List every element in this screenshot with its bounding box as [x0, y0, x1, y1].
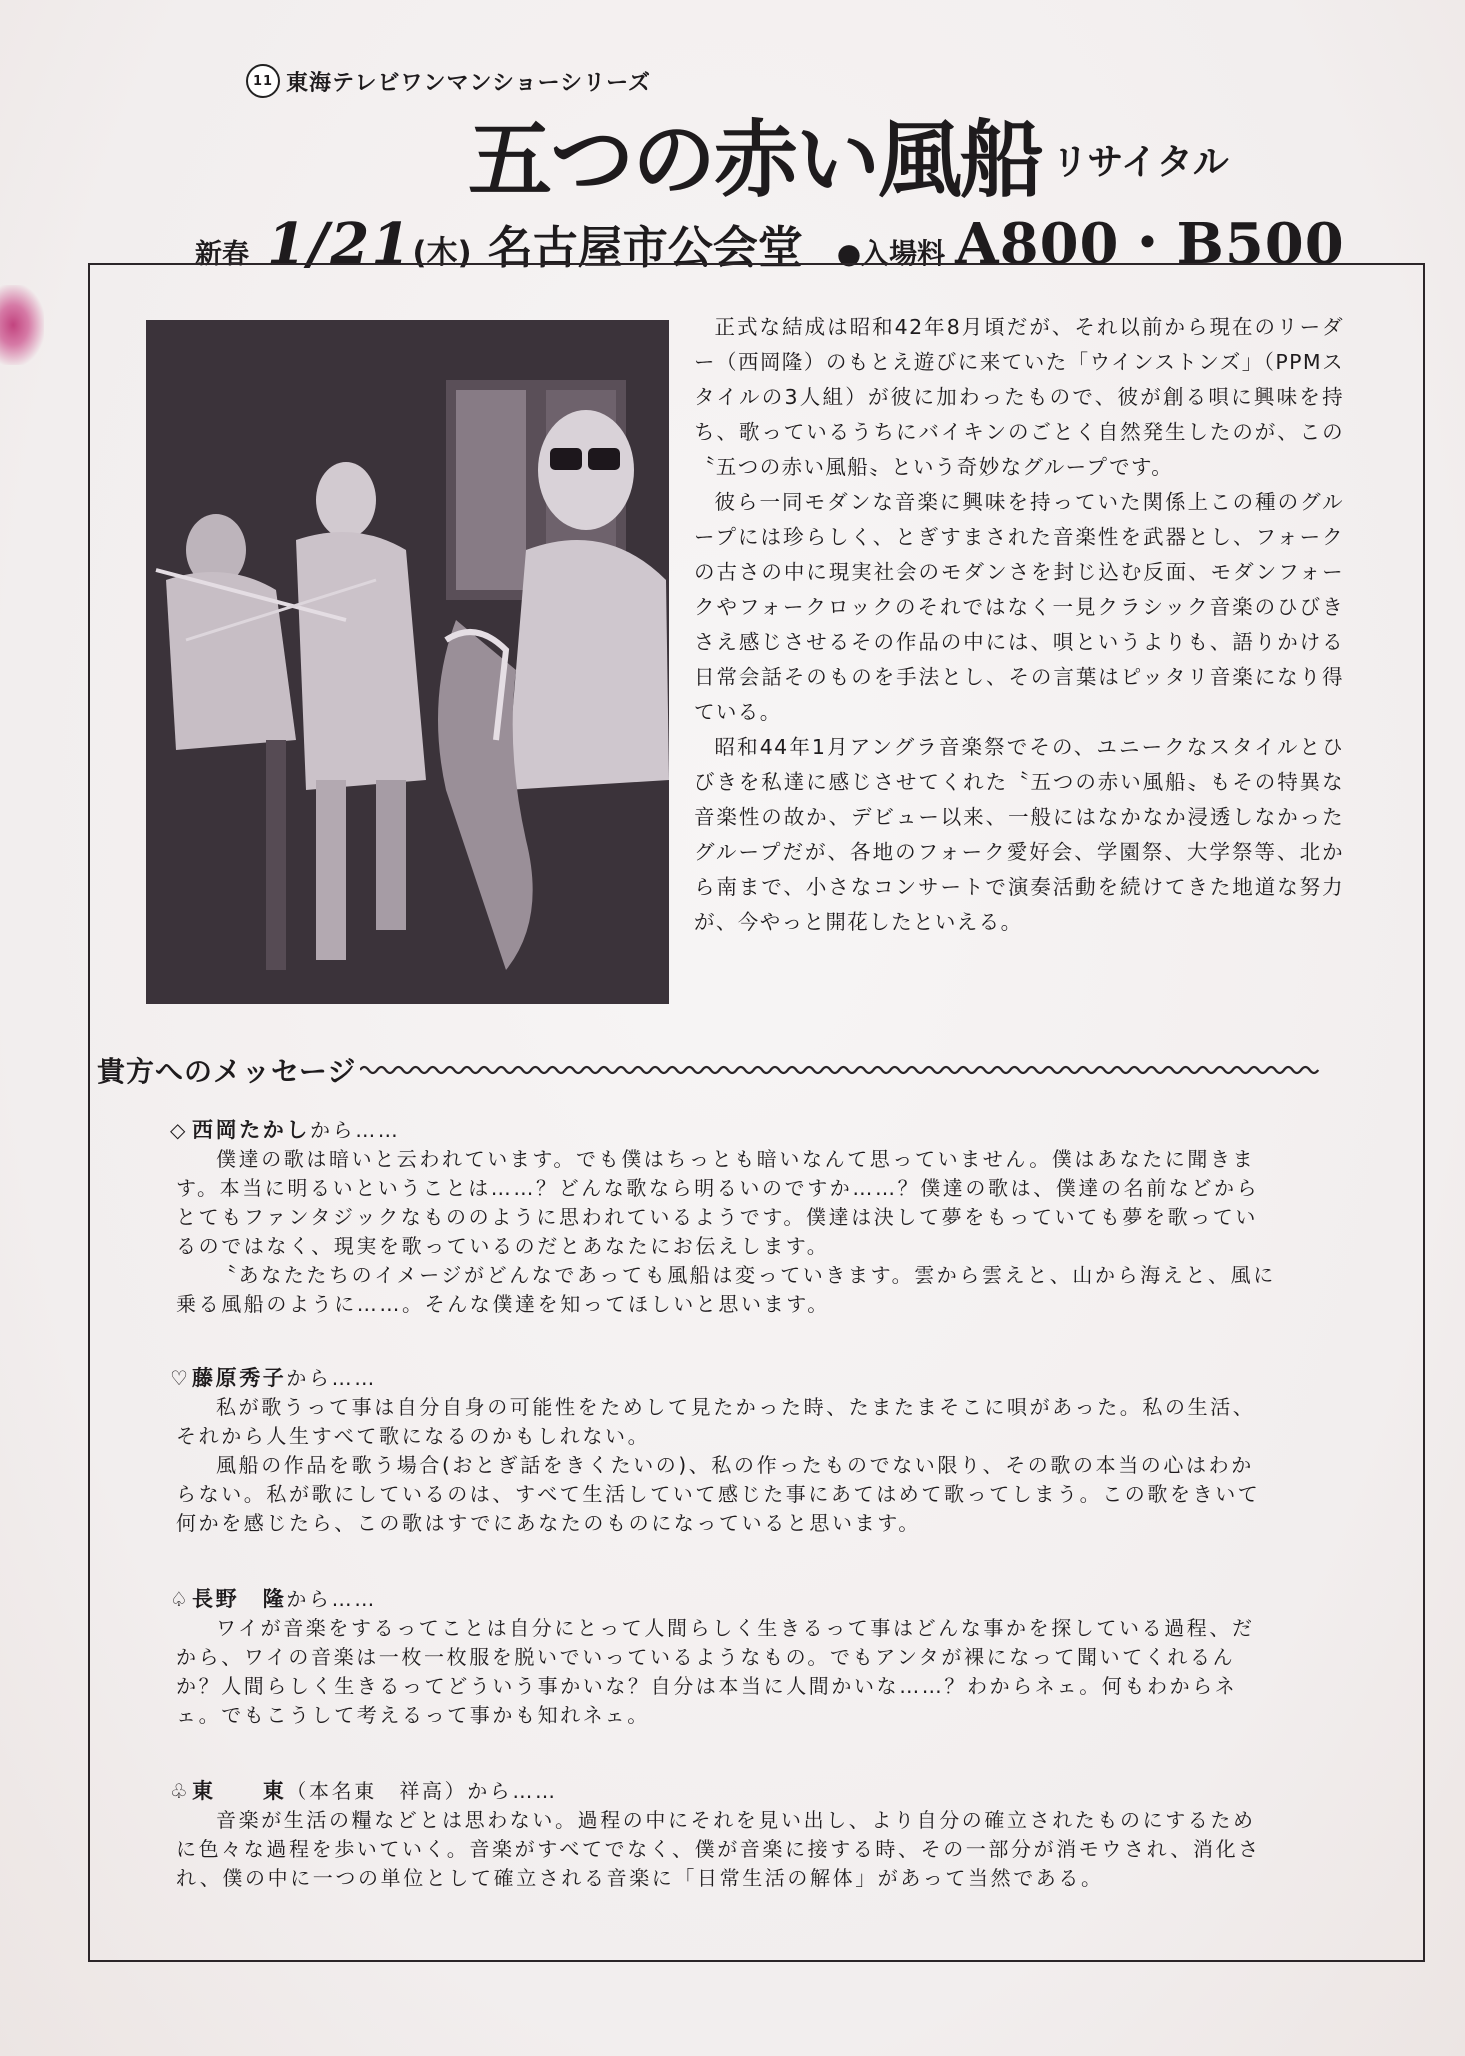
spade-icon: ♤: [170, 1587, 191, 1611]
band-biography: [694, 310, 1344, 940]
event-info: [195, 200, 1345, 277]
message-fujiwara: [170, 1364, 1276, 1538]
sender-suffix: から……: [286, 1366, 377, 1390]
tv-station-logo: 11: [246, 64, 280, 98]
message-paragraph: 私が歌うって事は自分自身の可能性をためして見たかった時、たまたまそこに唄があった。私の生活、それから人生すべて歌になるのかもしれない。: [176, 1395, 1256, 1448]
sender-name: 東 東: [192, 1779, 287, 1803]
sender-suffix: から……: [286, 1587, 377, 1611]
ticket-price: A800・B500: [955, 211, 1345, 277]
sender-name: 西岡たかし: [192, 1118, 310, 1142]
messages-section-heading: [97, 1050, 1387, 1090]
bio-paragraph: 昭和44年1月アングラ音楽祭でその、ユニークなスタイルとひびきを私達に感じさせてくれた〝五つの赤い風船〟もその特異な音楽性の故か、デビュー以来、一般にはなかなか浸透しなかったグループだが、各地のフォーク愛好会、学園祭、大学祭等、北から南まで、小さなコンサートで演奏活動を続けてきた地道な努力が、今やっと開花したといえる。: [694, 735, 1344, 934]
message-paragraph: 風船の作品を歌う場合(おとぎ話をきくたいの)、私の作ったものでない限り、その歌の本当の心はわからない。私が歌にしているのは、すべて生活していて感じた事にあてはめて歌ってしまう。この歌をきいて何かを感じたら、この歌はすでにあなたのものになっていると思います。: [176, 1453, 1261, 1535]
fee-label: ●入場料: [836, 237, 946, 270]
sender-suffix: から……: [310, 1118, 401, 1142]
band-photo: [146, 320, 669, 1004]
event-date: 1/21: [267, 211, 413, 277]
message-paragraph: ワイが音楽をするってことは自分にとって人間らしく生きるって事はどんな事かを探している過程、だから、ワイの音楽は一枚一枚服を脱いでいっているようなもの。でもアンタが裸になって聞いてくれるんか？人間らしく生きるってどういう事かいな？自分は本当に人間かいな……？わからネェ。何もわからネェ。でもこうして考えるって事かも知れネェ。: [176, 1616, 1255, 1727]
sender-suffix: （本名東 祥高）から……: [286, 1779, 558, 1803]
page-subtitle: リサイタル: [1052, 142, 1229, 183]
event-venue: 名古屋市公会堂: [487, 221, 803, 274]
message-paragraph: 僕達の歌は暗いと云われています。でも僕はちっとも暗いなんて思っていません。僕はあなたに聞きます。本当に明るいということは……？どんな歌なら明るいのですか……？僕達の歌は、僕達の名前などからとてもファンタジックなもののように思われているようです。僕達は決して夢をもっていても夢を歌っているのではなく、現実を歌っているのだとあなたにお伝えします。: [176, 1147, 1260, 1258]
diamond-icon: ◇: [170, 1118, 188, 1142]
club-icon: ♧: [170, 1779, 191, 1803]
page-title: 五つの赤い風船: [468, 110, 1043, 209]
event-weekday: (木): [412, 235, 472, 271]
message-sender: [170, 1116, 1276, 1145]
heart-icon: ♡: [170, 1366, 191, 1390]
message-higashi: [170, 1777, 1276, 1893]
message-nagano: [170, 1585, 1276, 1730]
bio-paragraph: 彼ら一同モダンな音楽に興味を持っていた関係上この種のグループには珍らしく、とぎすまされた音楽性を武器とし、フォークの古さの中に現実社会のモダンさを封じ込む反面、モダンフォークやフォークロックのそれではなく一見クラシック音楽のひびきさえ感じさせるその作品の中には、唄というよりも、語りかける日常会話そのものを手法とし、その言葉はピッタリ音楽になり得ている。: [694, 490, 1344, 724]
messages-heading: 貴方へのメッセージ: [97, 1055, 357, 1088]
wavy-divider: [360, 1062, 1387, 1078]
ink-stain: [0, 285, 44, 365]
message-paragraph: 音楽が生活の糧などとは思わない。過程の中にそれを見い出し、より自分の確立されたものにするために色々な過程を歩いていく。音楽がすべてでなく、僕が音楽に接する時、その一部分が消モウされ、消化され、僕の中に一つの単位として確立される音楽に「日常生活の解体」があって当然である。: [176, 1808, 1261, 1890]
message-sender: [170, 1777, 1276, 1806]
message-nishioka: [170, 1116, 1276, 1319]
message-sender: [170, 1364, 1276, 1393]
event-season: 新春: [195, 239, 249, 270]
series-name: 東海テレビワンマンショーシリーズ: [286, 70, 652, 96]
message-paragraph: 〝あなたたちのイメージがどんなであっても風船は変っていきます。雲から雲えと、山から海えと、風に乗る風船のように……。そんな僕達を知ってほしいと思います。: [176, 1263, 1276, 1316]
series-header: [246, 62, 651, 100]
message-sender: [170, 1585, 1276, 1614]
band-photo-image: [146, 320, 669, 1004]
bio-paragraph: 正式な結成は昭和42年8月頃だが、それ以前から現在のリーダー（西岡隆）のもとえ遊びに来ていた「ウインストンズ」（PPMスタイルの3人組）が彼に加わったもので、彼が創る唄に興味を持ち、歌っているうちにバイキンのごとく自然発生したのが、この〝五つの赤い風船〟という奇妙なグループです。: [694, 315, 1344, 479]
sender-name: 長野 隆: [192, 1587, 287, 1611]
sender-name: 藤原秀子: [192, 1366, 287, 1390]
